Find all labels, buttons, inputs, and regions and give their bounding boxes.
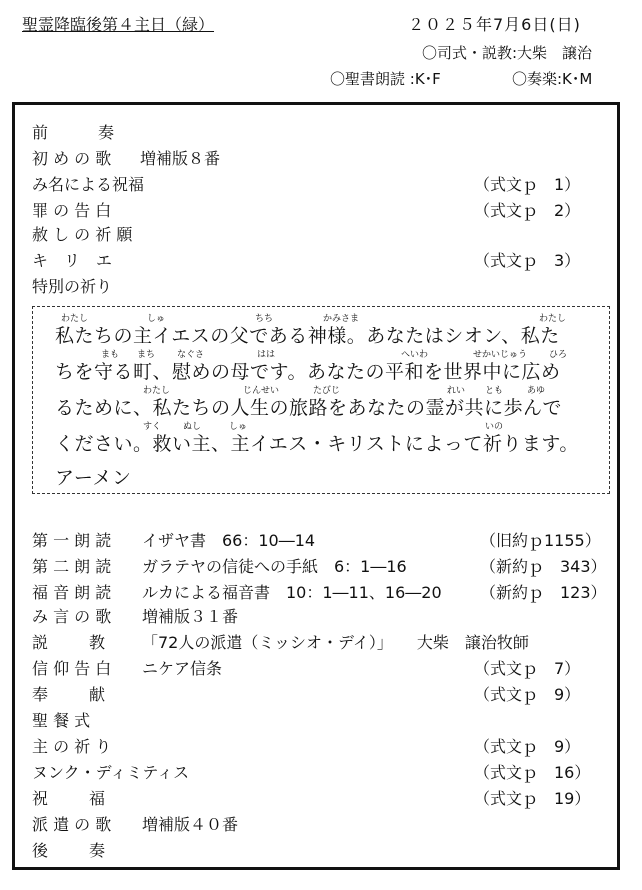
order-label: 前 奏 [32,123,121,142]
furigana: しゅ [229,422,248,432]
prayer-line: ください。救い主、主イエス・キリストによって祈ります。 [55,433,579,455]
furigana: まち [137,350,156,360]
furigana: へいわ [401,350,429,360]
prayer-line: るために、私たちの人生の旅路をあなたの霊が共に歩んで [55,397,563,419]
order-row [32,554,607,578]
order-label: 奉 献 [32,685,109,704]
order-label: 赦 し の 祈 願 [32,225,133,244]
prayer-line: アーメン [55,467,132,489]
order-ref: （式文ｐ 7） [474,659,581,678]
order-label: ヌンク・ディミティス [32,763,190,782]
order-row [32,274,602,298]
order-row [32,528,607,552]
furigana: たびじ [313,386,341,396]
order-ref: （新約ｐ 343） [480,557,607,576]
order-label: キ リ エ [32,251,113,270]
order-label: 主 の 祈 り [32,737,112,756]
order-row [32,198,602,222]
order-label: 後 奏 [32,841,109,860]
order-row [32,222,602,246]
furigana: すく [143,422,162,432]
order-label: 祝 福 [32,789,109,808]
order-label: 福 音 朗 読 [32,583,112,602]
furigana: いの [485,422,504,432]
order-label: 特別の祈り [32,277,113,296]
order-row [32,580,607,604]
order-row [32,682,607,706]
furigana: まも [101,350,120,360]
furigana: せかいじゅう [473,350,528,360]
service-title: 聖霊降臨後第４主日（緑） [22,15,215,34]
furigana: あゆ [527,386,546,396]
order-ref: （旧約ｐ1155） [480,531,601,550]
order-ref: （式文ｐ 1） [474,175,581,194]
order-detail: ニケア信条 [142,659,223,678]
furigana: わたし [61,314,89,324]
order-ref: （式文ｐ 16） [474,763,591,782]
order-detail: イザヤ書 66：10―14 [142,531,316,550]
order-ref: （式文ｐ 9） [474,737,581,756]
order-row [32,120,602,144]
special-prayer-box [32,306,610,494]
order-label: 第 一 朗 読 [32,531,112,550]
officiant-line: 〇司式・説教:大柴 譲治 [422,44,593,62]
order-ref: （式文ｐ 3） [474,251,581,270]
order-row [32,786,607,810]
order-row [32,656,607,680]
order-row [32,630,607,654]
order-label: 第 二 朗 読 [32,557,112,576]
order-label: 説 教 [32,633,109,652]
order-label: 罪 の 告 白 [32,201,112,220]
order-label: み名による祝福 [32,175,145,194]
order-label: 聖 餐 式 [32,711,91,730]
furigana: しゅ [147,314,166,324]
order-label: 信 仰 告 白 [32,659,112,678]
order-ref: （式文ｐ 9） [474,685,581,704]
order-detail: 「72人の派遣（ミッシオ・デイ）」 大柴 譲治牧師 [142,633,529,652]
furigana: ぬし [183,422,202,432]
furigana: とも [485,386,504,396]
furigana: れい [447,386,466,396]
order-label: 派 遣 の 歌 [32,815,112,834]
order-row [32,604,607,628]
order-row [32,708,607,732]
furigana: はは [257,350,276,360]
prayer-line: 私たちの主イエスの父である神様。あなたはシオン、私た [55,325,560,347]
order-row [32,248,602,272]
order-ref: （式文ｐ 2） [474,201,581,220]
order-ref: （新約ｐ 123） [480,583,607,602]
order-detail: 増補版３１番 [142,607,239,626]
order-label: み 言 の 歌 [32,607,112,626]
order-detail: ガラテヤの信徒への手紙 6：1―16 [142,557,407,576]
furigana: じんせい [243,386,280,396]
furigana: わたし [143,386,171,396]
order-detail: ルカによる福音書 10：1―11、16―20 [142,583,442,602]
furigana: ひろ [549,350,568,360]
order-row [32,812,607,836]
reader-line: 〇聖書朗読 :K･F [330,70,441,88]
furigana: わたし [539,314,567,324]
order-detail: 増補版８番 [140,149,221,168]
prayer-line: ちを守る町、慰めの母です。あなたの平和を世界中に広め [55,361,561,383]
musician-line: 〇奏楽:K･M [512,70,593,88]
order-row [32,838,607,862]
order-ref: （式文ｐ 19） [474,789,591,808]
furigana: ちち [255,314,274,324]
order-row [32,760,607,784]
furigana: かみさま [323,314,360,324]
order-row [32,734,607,758]
order-row [32,146,602,170]
order-row [32,172,602,196]
service-date: ２０２５年7月6日(日) [408,15,581,34]
furigana: なぐさ [177,350,205,360]
order-label: 初 め の 歌 [32,149,112,168]
order-detail: 増補版４０番 [142,815,239,834]
